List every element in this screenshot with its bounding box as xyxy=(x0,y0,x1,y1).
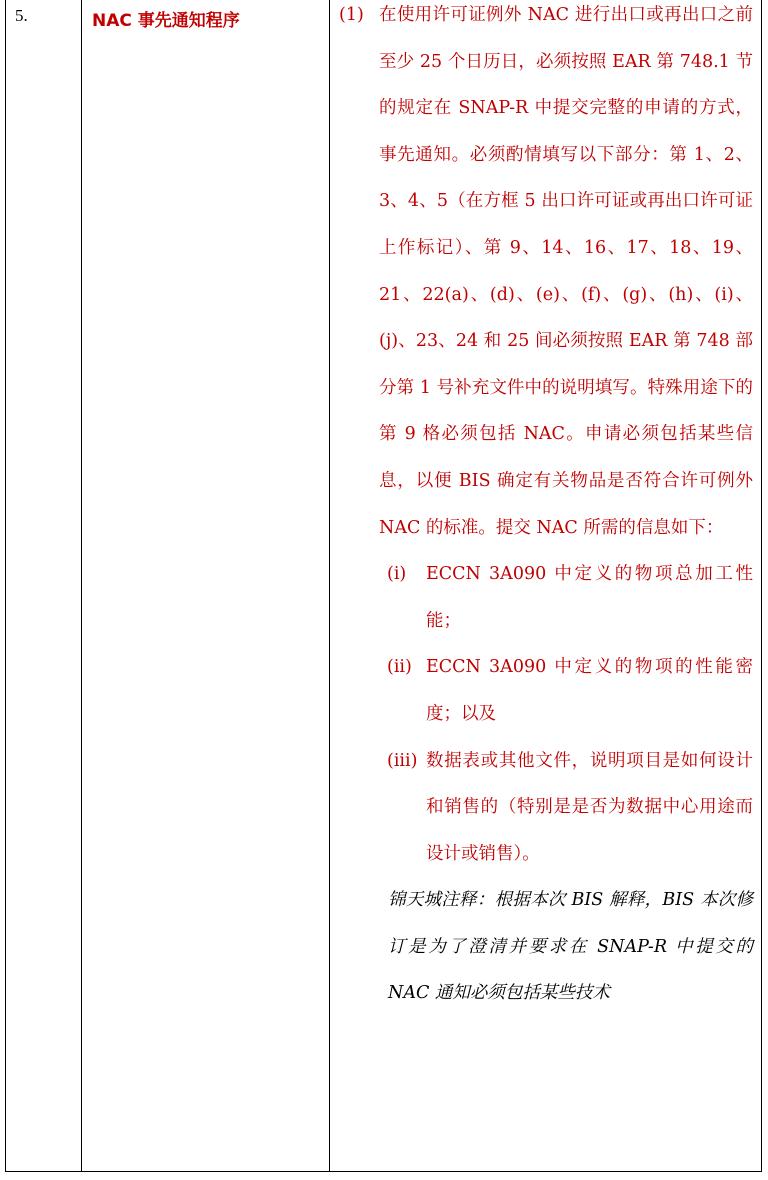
list-item xyxy=(330,644,761,737)
row-heading: NAC 事先通知程序 xyxy=(92,11,240,31)
list-item-label: (iii) xyxy=(387,750,418,771)
list-item-label: (ii) xyxy=(387,657,412,678)
regulation-table xyxy=(5,0,762,1172)
row-number: 5. xyxy=(15,6,28,25)
law-firm-note: 锦天城注释：根据本次 BIS 解释，BIS 本次修订是为了澄清并要求在 SNAP-R 中提交的 NAC 通知必须包括某些技术 xyxy=(388,890,753,1004)
paragraph-label: (1) xyxy=(339,5,364,25)
content-body xyxy=(330,0,761,1017)
content-cell xyxy=(330,0,761,1171)
number-cell xyxy=(6,0,82,1171)
list-item xyxy=(330,738,761,878)
heading-cell xyxy=(82,0,330,1171)
list-item-text: ECCN 3A090 中定义的物项总加工性能； xyxy=(426,564,753,631)
list-item-text: 数据表或其他文件，说明项目是如何设计和销售的（特别是是否为数据中心用途而设计或销售）。 xyxy=(426,750,753,864)
list-item xyxy=(330,551,761,644)
paragraph-1 xyxy=(330,0,761,551)
list-item-text: ECCN 3A090 中定义的物项的性能密度；以及 xyxy=(426,657,753,724)
paragraph-text: 在使用许可证例外 NAC 进行出口或再出口之前至少 25 个日历日，必须按照 EAR 第 748.1 节的规定在 SNAP-R 中提交完整的申请的方式，事先通知。必须酌情填写以下部分：第 1、2、3、4、5（在方框 5 出口许可证或再出口许可证上作标记）、第 9、14、16、17、18、19、21、22(a)、(d)、(e)、(f)、(g)、(h)、(i)、(j)、23、24 和 25 间必须按照 EAR 第 748 部分第 1 号补充文件中的说明填写。特殊用途下的第 9 格必须包括 NAC。申请必须包括某些信息，以便 BIS 确定有关物品是否符合许可例外 NAC 的标准。提交 NAC 所需的信息如下： xyxy=(379,5,753,538)
list-item-label: (i) xyxy=(387,564,407,585)
